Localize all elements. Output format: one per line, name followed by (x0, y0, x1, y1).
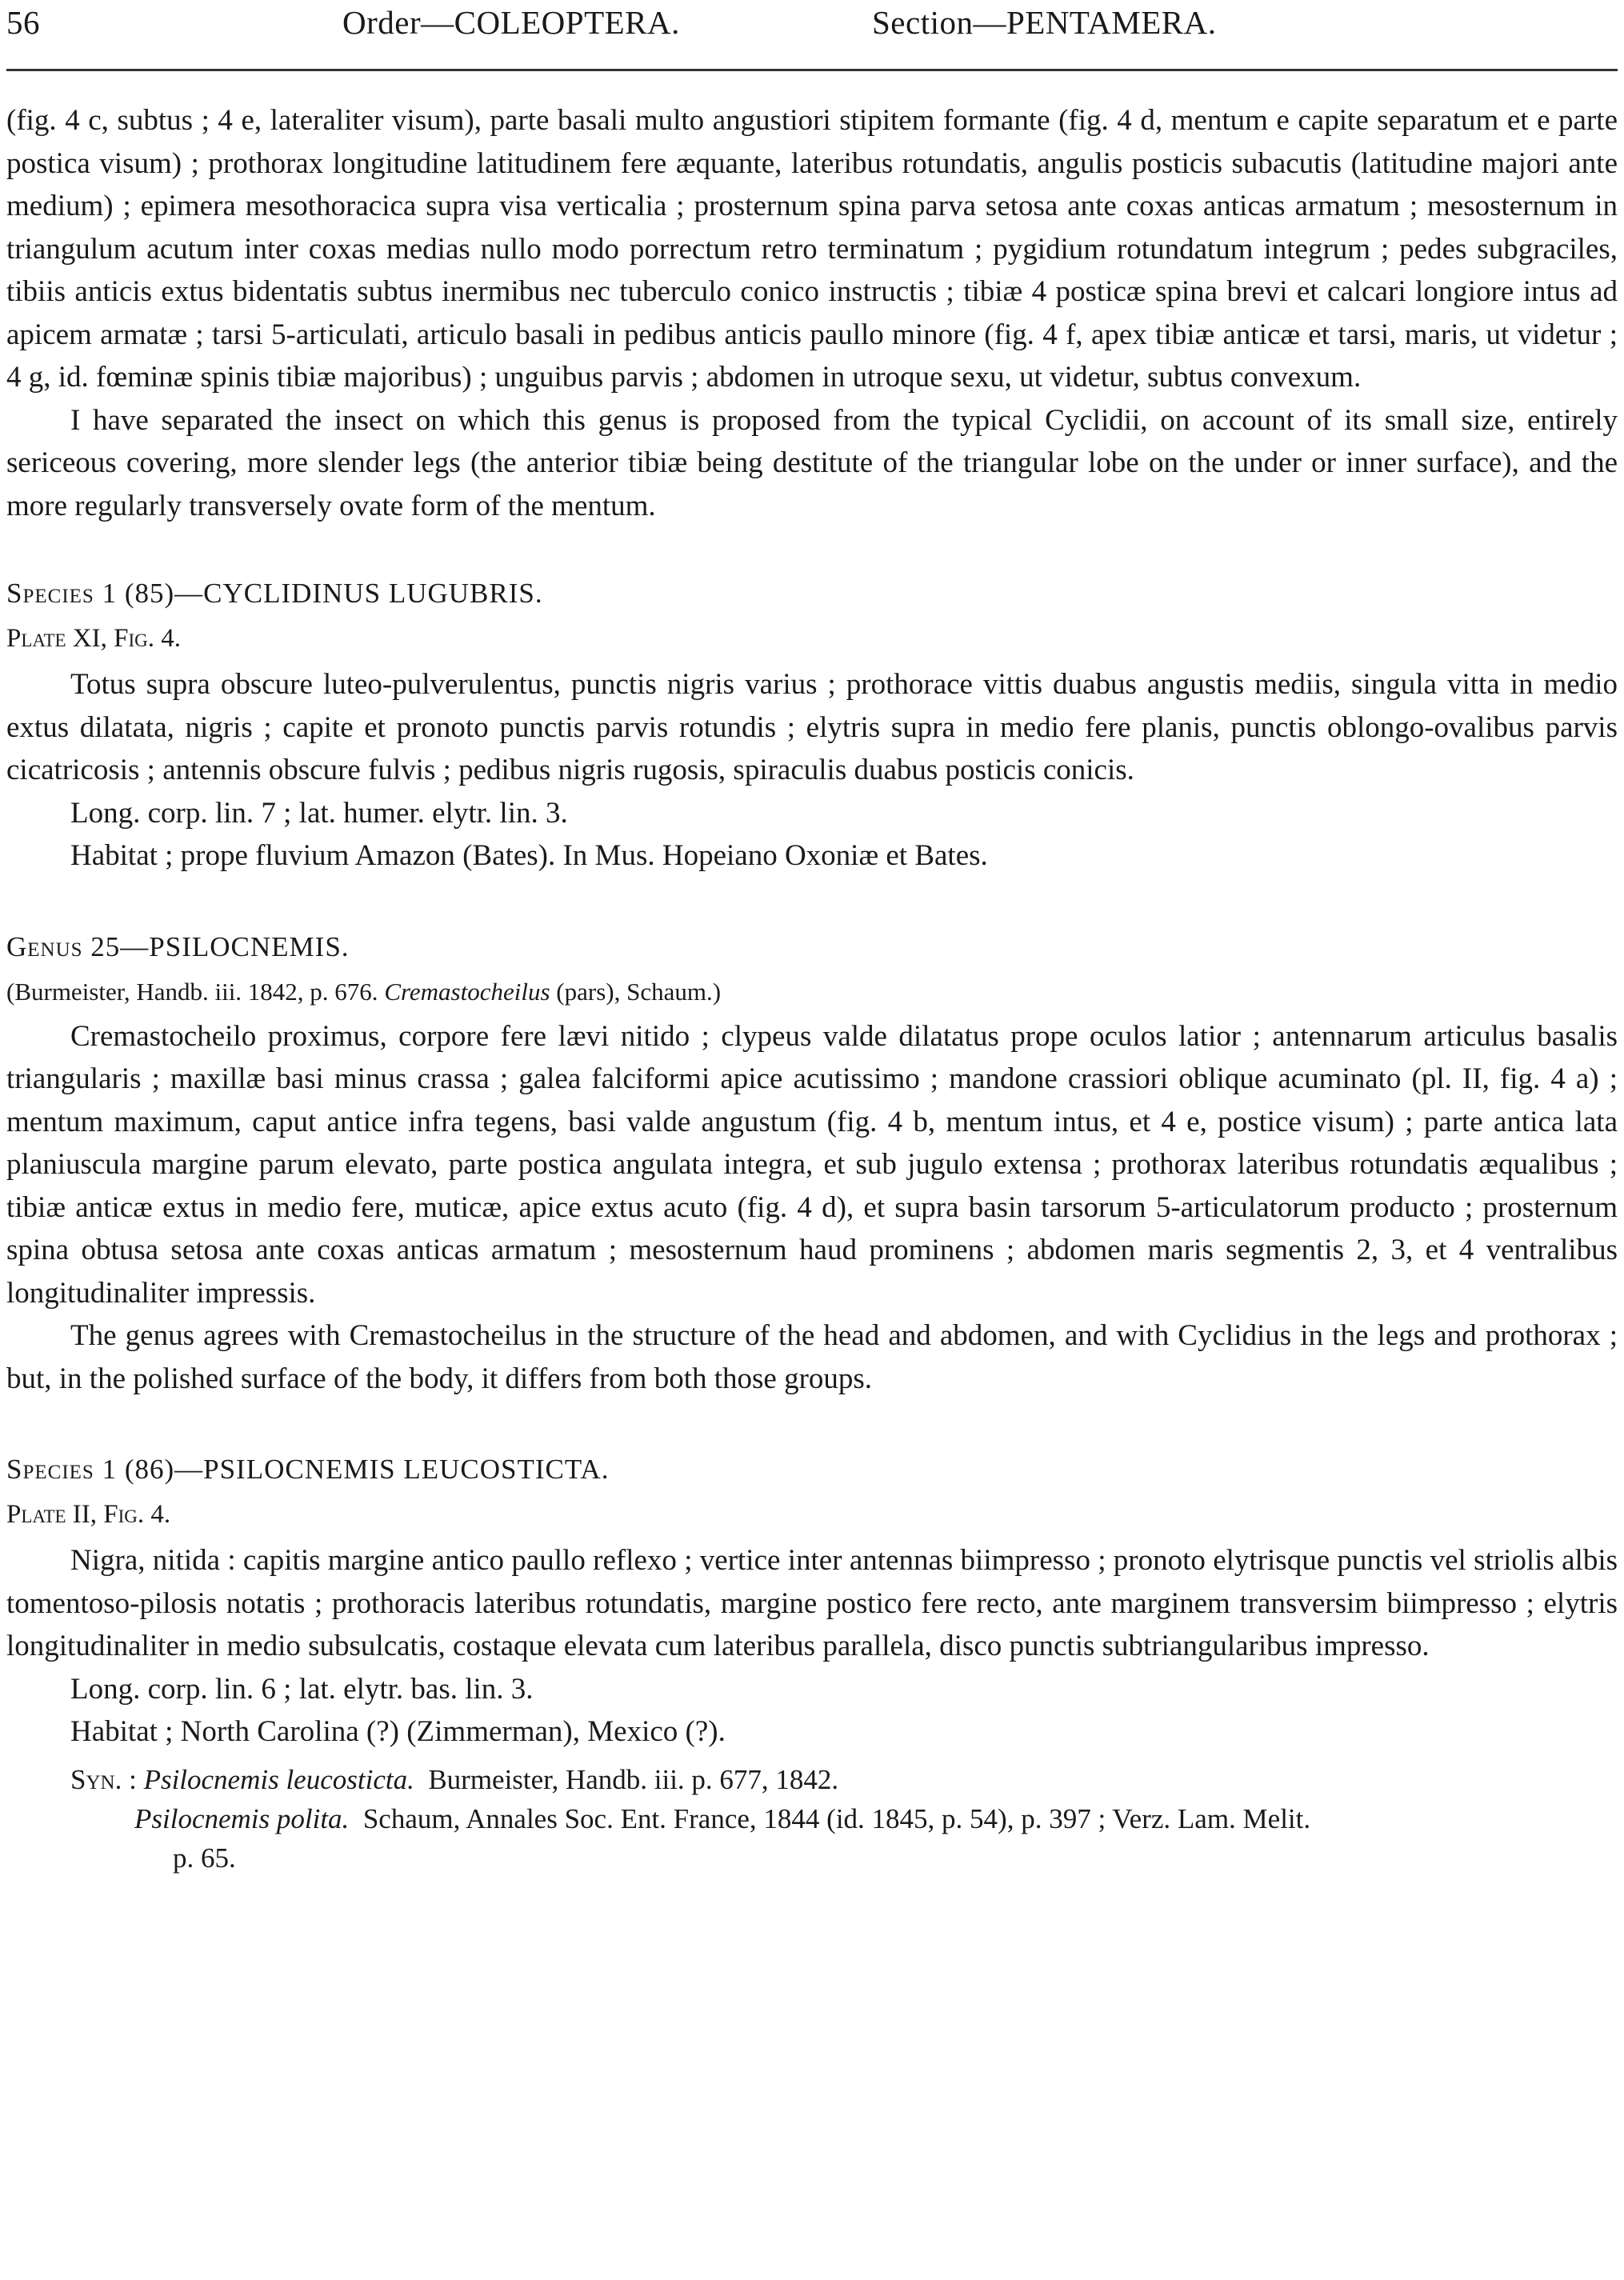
synonymy-entry-2: Psilocnemis polita. Schaum, Annales Soc. Ent. France, 1844 (id. 1845, p. 54), p. 397 ; Verz. Lam. Melit. p. 65. (134, 1802, 1311, 1874)
habitat-psilocnemis: Habitat ; North Carolina (?) (Zimmerman), Mexico (?). (70, 1715, 726, 1748)
habitat-cyclidinus: Habitat ; prope fluvium Amazon (Bates). In Mus. Hopeiano Oxoniæ et Bates. (70, 839, 988, 872)
genus-comparison: The genus agrees with Cremastocheilus in the structure of the head and abdomen, and with Cyclidius in the legs and prothorax ; but, in the polished surface of the body, it differs from both those groups. (6, 1319, 1618, 1395)
section-title: Section—PENTAMERA. (872, 4, 1217, 41)
genus-reference: (Burmeister, Handb. iii. 1842, p. 676. Cremastocheilus (pars), Schaum.) (6, 977, 722, 1006)
separation-remarks: I have separated the insect on which this genus is proposed from the typical Cyclidii, on account of its small size, entirely sericeous covering, more slender legs (the anterior tibiæ being destitute of the triangular lobe on the under or inner surface), and the more regularly transversely ovate form of the mentum. (6, 403, 1618, 522)
measurements-psilocnemis: Long. corp. lin. 6 ; lat. elytr. bas. lin. 3. (70, 1672, 534, 1706)
species-heading-cyclidinus: Species 1 (85)—CYCLIDINUS LUGUBRIS. (6, 578, 543, 609)
continued-description: (fig. 4 c, subtus ; 4 e, lateraliter visum), parte basali multo angustiori stipitem formante (fig. 4 d, mentum e capite separatum et e parte postica visum) ; prothorax longitudine latitudinem fere æquante, lateribus rotundatis, angulis posticis subacutis (latitudine majori ante medium) ; epimera mesothoracica supra visa verticalia ; prosternum spina parva setosa ante coxas anticas armatum ; mesosternum in triangulum acutum inter coxas medias nullo modo porrectum retro terminatum ; pygidium rotundatum integrum ; pedes subgraciles, tibiis anticis extus bidentatis subtus inermibus nec tuberculo conico instructis ; tibiæ 4 posticæ spina brevi et calcari longiore intus ad apicem armatæ ; tarsi 5-articulati, articulo basali in pedibus anticis paullo minore (fig. 4 f, apex tibiæ anticæ et tarsi, maris, ut videtur ; 4 g, id. fœminæ spinis tibiæ majoribus) ; unguibus parvis ; abdomen in utroque sexu, ut videtur, subtus convexum. (6, 104, 1618, 394)
page-body (6, 99, 1618, 1878)
species-description-cyclidinus: Totus supra obscure luteo-pulverulentus, punctis nigris varius ; prothorace vittis duabus angustis mediis, singula vitta in medio extus dilatata, nigris ; capite et pronoto punctis parvis rotundis ; elytris supra in medio fere planis, punctis oblongo-ovalibus parvis cicatricosis ; antennis obscure fulvis ; pedibus nigris rugosis, spiraculis duabus posticis conicis. (6, 668, 1618, 786)
header-rule (6, 69, 1618, 71)
species-description-psilocnemis: Nigra, nitida : capitis margine antico paullo reflexo ; vertice inter antennas biimpresso ; pronoto elytrisque punctis vel striolis albis tomentoso-pilosis notatis ; prothoracis lateribus rotundatis, margine postico fere recto, ante marginem transversim biimpresso ; elytris longitudinaliter in medio subsulcatis, costaque elevata cum lateribus parallela, disco punctis subtriangularibus impresso. (6, 1544, 1618, 1662)
synonymy-entry-1: Syn. : Psilocnemis leucosticta. Burmeister, Handb. iii. p. 677, 1842. (70, 1763, 839, 1795)
plate-reference-cyclidinus: Plate XI, Fig. 4. (6, 624, 182, 653)
species-heading-psilocnemis: Species 1 (86)—PSILOCNEMIS LEUCOSTICTA. (6, 1454, 610, 1485)
page-number: 56 (6, 4, 40, 41)
order-title: Order—COLEOPTERA. (342, 4, 680, 41)
genus-heading: Genus 25—PSILOCNEMIS. (6, 930, 350, 962)
measurements-cyclidinus: Long. corp. lin. 7 ; lat. humer. elytr. lin. 3. (70, 796, 568, 830)
genus-description: Cremastocheilo proximus, corpore fere lævi nitido ; clypeus valde dilatatus prope oculos latior ; antennarum articulus basalis triangularis ; maxillæ basi minus crassa ; galea falciformi apice acutissimo ; mandone crassiori oblique acuminato (pl. II, fig. 4 a) ; mentum maximum, caput antice infra tegens, basi valde angustum (fig. 4 b, mentum intus, et 4 e, postice visum) ; parte antica lata planiuscula margine parum elevato, parte postica angulata integra, et sub jugulo extensa ; prothorax lateribus rotundatis æqualibus ; tibiæ anticæ extus in medio fere, muticæ, apice extus acuto (fig. 4 d), et supra basin tarsorum 5-articulatorum producto ; prosternum spina obtusa setosa ante coxas anticas armatum ; mesosternum haud prominens ; abdomen maris segmentis 2, 3, et 4 ventralibus longitudinaliter impressis. (6, 1019, 1618, 1310)
running-header (6, 0, 1618, 58)
plate-reference-psilocnemis: Plate II, Fig. 4. (6, 1500, 171, 1529)
